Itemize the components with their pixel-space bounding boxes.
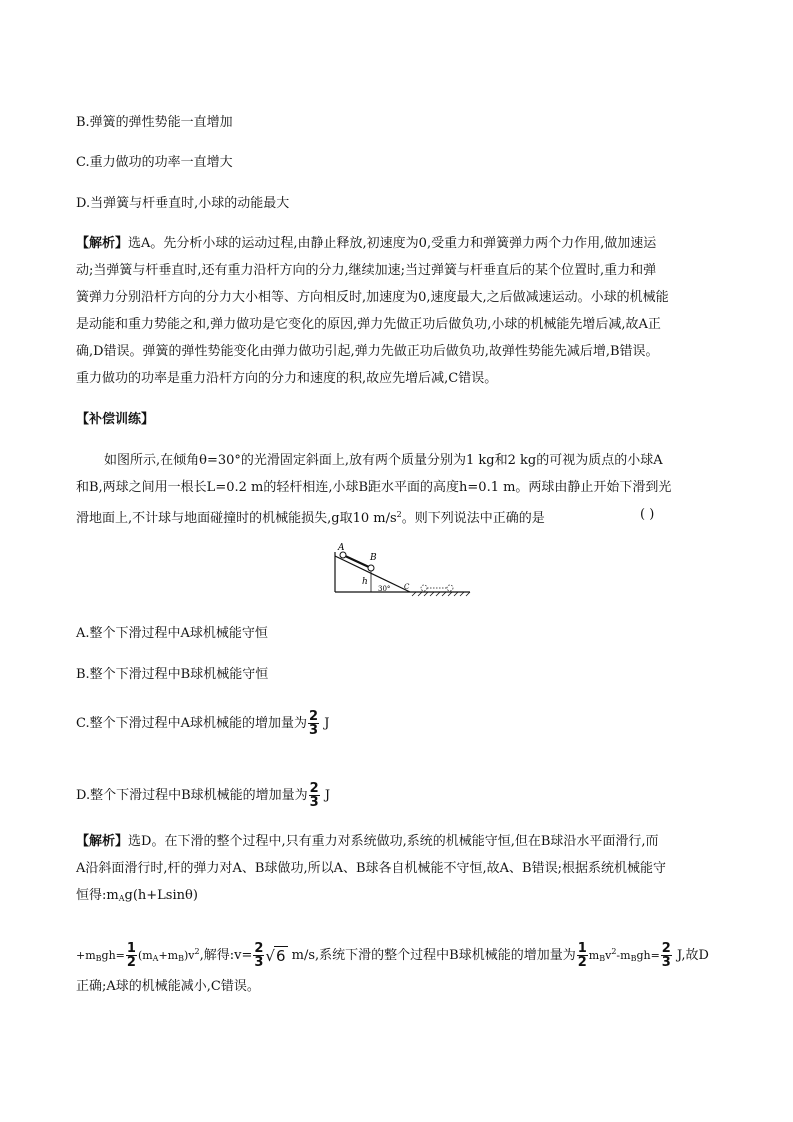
eq-half-fraction bbox=[126, 942, 137, 969]
practice-line3 bbox=[76, 505, 545, 529]
option-c-text: C.整个下滑过程中A球机械能的增加量为 bbox=[76, 716, 308, 731]
practice-line3-sup: 2 bbox=[396, 510, 402, 519]
eq-v-num: 2 bbox=[254, 941, 264, 956]
option-b: B.整个下滑过程中B球机械能守恒 bbox=[76, 667, 269, 682]
eq-v-fraction bbox=[253, 942, 264, 969]
option-d-num: 2 bbox=[309, 781, 319, 796]
option-d bbox=[76, 780, 330, 812]
ball-b bbox=[368, 565, 374, 571]
analysis1-text1: 选A。先分析小球的运动过程,由静止释放,初速度为0,受重力和弹簧弹力两个力作用,做加速运 bbox=[128, 236, 657, 251]
eq-r-den: 3 bbox=[661, 955, 671, 970]
eq-v-den: 3 bbox=[254, 955, 264, 970]
eq-unit: m/s,系统下滑的整个过程中B球机械能的增加量为 bbox=[287, 948, 576, 963]
incline-figure bbox=[320, 542, 480, 600]
analysis2-line3-a: 恒得:m bbox=[76, 888, 119, 903]
eq-mass-plus: +m bbox=[158, 949, 179, 962]
option-c-den: 3 bbox=[309, 723, 319, 738]
option-d-top: D.当弹簧与杆垂直时,小球的动能最大 bbox=[76, 196, 290, 211]
eq-gh2: gh= bbox=[636, 949, 660, 962]
ghost-balls bbox=[421, 585, 453, 591]
eq-r-fraction bbox=[661, 942, 672, 969]
analysis2-line3-b: g(h+Lsinθ) bbox=[124, 888, 198, 903]
eq-minus: -m bbox=[616, 949, 631, 962]
eq-sqrt-sign: √ bbox=[265, 946, 275, 965]
eq-v2: v bbox=[605, 949, 612, 962]
analysis1-line4: 是动能和重力势能之和,弹力做功是它变化的原因,弹力先做正功后做负功,小球的机械能先增后减,故A正 bbox=[76, 317, 661, 332]
analysis2-equation bbox=[76, 936, 709, 975]
practice-line3-a: 滑地面上,不计球与地面碰撞时的机械能损失,g取10 m/s bbox=[76, 511, 397, 526]
eq-m2-sub: B bbox=[599, 954, 606, 963]
eq-mass-end: )v bbox=[184, 949, 195, 962]
practice-title: 【补偿训练】 bbox=[76, 412, 155, 427]
analysis1-line3: 簧弹力分别沿杆方向的分力大小相等、方向相反时,加速度为0,速度最大,之后做减速运动。小球的机械能 bbox=[76, 290, 669, 305]
option-d-fraction bbox=[309, 782, 320, 809]
eq-gh: gh= bbox=[101, 949, 125, 962]
analysis2-line1 bbox=[76, 832, 659, 852]
analysis1-line5: 确,D错误。弹簧的弹性势能变化由弹力做功引起,弹力先做正功后做负功,故弹性势能先减后增,B错误。 bbox=[76, 344, 659, 359]
analysis2-line5: 正确;A球的机械能减小,C错误。 bbox=[76, 979, 260, 994]
label-angle: 30° bbox=[378, 585, 391, 593]
eq-h-num: 1 bbox=[577, 941, 587, 956]
analysis2-text1: 选D。在下滑的整个过程中,只有重力对系统做功,系统的机械能守恒,但在B球沿水平面滑行,而 bbox=[128, 834, 659, 849]
eq-solve: ,解得:v= bbox=[199, 948, 253, 963]
option-d-den: 3 bbox=[309, 795, 319, 810]
answer-blank: ( ) bbox=[640, 507, 655, 522]
label-b: B bbox=[370, 553, 377, 563]
eq-plus-m: +m bbox=[76, 949, 96, 962]
option-c-top: C.重力做功的功率一直增大 bbox=[76, 155, 233, 170]
label-h: h bbox=[362, 577, 368, 587]
analysis2-line3-sub: A bbox=[118, 894, 125, 903]
eq-m2: m bbox=[588, 949, 600, 962]
eq-end: J,故D bbox=[672, 948, 709, 963]
eq-mass: (m bbox=[137, 949, 153, 962]
label-c: C bbox=[404, 583, 410, 591]
eq-h-den: 2 bbox=[577, 955, 587, 970]
option-d-unit: J bbox=[324, 788, 331, 803]
option-b-top: B.弹簧的弹性势能一直增加 bbox=[76, 115, 233, 130]
practice-line3-b: 。则下列说法中正确的是 bbox=[401, 511, 545, 526]
analysis1-line1 bbox=[76, 234, 656, 254]
eq-r-num: 2 bbox=[661, 941, 671, 956]
analysis1-tag: 【解析】 bbox=[76, 236, 129, 251]
analysis2-line3 bbox=[76, 886, 198, 909]
option-c-unit: J bbox=[324, 716, 330, 731]
eq-half-den: 2 bbox=[126, 955, 136, 970]
label-a: A bbox=[338, 543, 345, 553]
eq-mass-a: A bbox=[152, 954, 159, 963]
eq-sub-b: B bbox=[95, 954, 102, 963]
eq-v2-sup: 2 bbox=[611, 947, 617, 956]
practice-line2: 和B,两球之间用一根长L=0.2 m的轻杆相连,小球B距水平面的高度h=0.1 m。两球由静止开始下滑到光 bbox=[76, 480, 672, 495]
option-c-fraction bbox=[308, 710, 319, 737]
option-c-num: 2 bbox=[309, 709, 319, 724]
eq-half-num: 1 bbox=[126, 941, 136, 956]
eq-h-fraction bbox=[577, 942, 588, 969]
option-a: A.整个下滑过程中A球机械能守恒 bbox=[76, 626, 268, 641]
eq-sq: 2 bbox=[194, 947, 200, 956]
eq-minus-sub: B bbox=[630, 954, 637, 963]
eq-sqrt bbox=[265, 940, 287, 972]
analysis1-line6: 重力做功的功率是重力沿杆方向的分力和速度的积,故应先增后减,C错误。 bbox=[76, 371, 498, 386]
option-c bbox=[76, 708, 329, 740]
eq-rad: 6 bbox=[275, 946, 286, 965]
practice-line1: 如图所示,在倾角θ=30°的光滑固定斜面上,放有两个质量分别为1 kg和2 kg的可视为质点的小球A bbox=[104, 453, 663, 468]
analysis2-line2: A沿斜面滑行时,杆的弹力对A、B球做功,所以A、B球各自机械能不守恒,故A、B错误;根据系统机械能守 bbox=[76, 861, 666, 876]
analysis2-tag: 【解析】 bbox=[76, 834, 129, 849]
option-d-text: D.整个下滑过程中B球机械能的增加量为 bbox=[76, 788, 308, 803]
analysis1-line2: 动;当弹簧与杆垂直时,还有重力沿杆方向的分力,继续加速;当过弹簧与杆垂直后的某个位置时,重力和弹 bbox=[76, 263, 657, 278]
eq-mass-b: B bbox=[178, 954, 184, 963]
